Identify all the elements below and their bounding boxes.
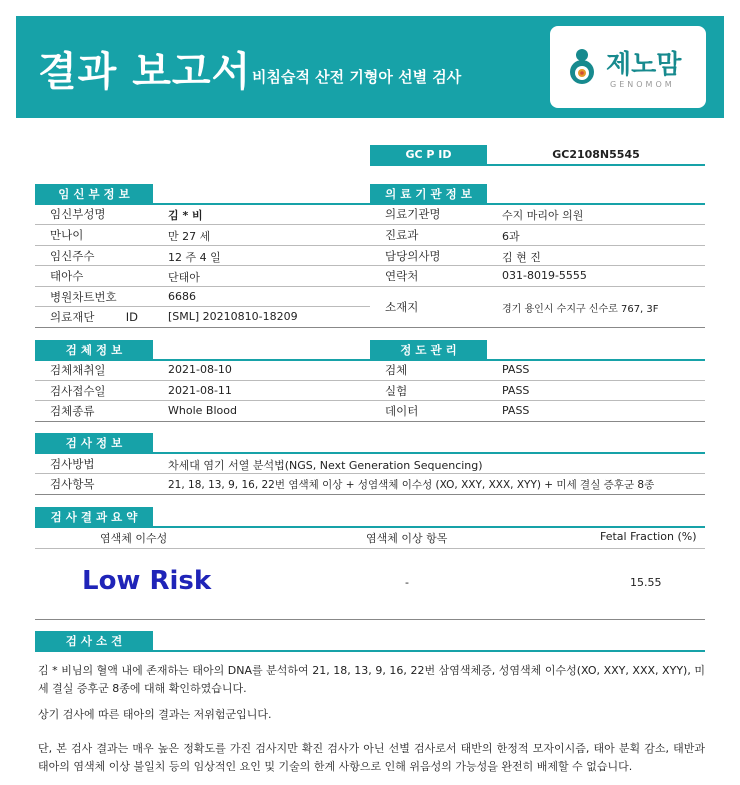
value-department: 6과 xyxy=(502,230,520,243)
label-foundation-id: 의료재단 ID xyxy=(50,310,138,324)
gcp-id-label: GC P ID xyxy=(370,145,487,164)
value-fetal-fraction: 15.55 xyxy=(630,576,662,589)
label-collection-date: 검체채취일 xyxy=(50,363,106,377)
logo-english: GENOMOM xyxy=(610,80,675,89)
row-divider xyxy=(35,619,705,620)
value-chart-no: 6686 xyxy=(168,290,196,303)
value-fetus-count: 단태아 xyxy=(168,271,200,284)
risk-result: Low Risk xyxy=(82,566,212,596)
section-quality-control: 정 도 관 리 xyxy=(370,340,487,360)
gcp-id-value: GC2108N5545 xyxy=(552,148,640,161)
col-aneuploidy: 염색체 이수성 xyxy=(100,532,168,545)
divider xyxy=(35,526,705,528)
label-institution: 의료기관명 xyxy=(385,207,441,221)
findings-paragraph-3: 단, 본 검사 결과는 매우 높은 정확도를 가진 검사지만 확진 검사가 아닌 선별 검사로서 태반의 한정적 모자이시즘, 태아 분획 감소, 태반과 태아의 염색체 이상 불일치 등의 임상적인 요인 및 기술의 한계 사항으로 인해 위음성의 가능성을 완전히 배제할 수 없습니다. xyxy=(38,742,705,773)
label-qc-data: 데이터 xyxy=(385,404,419,418)
divider xyxy=(35,359,705,361)
label-test-items: 검사항목 xyxy=(50,477,95,491)
value-qc-specimen: PASS xyxy=(502,363,530,376)
row-divider xyxy=(35,421,705,422)
divider xyxy=(35,452,705,454)
value-doctor: 김 현 진 xyxy=(502,251,541,264)
divider xyxy=(370,164,705,166)
section-test-info: 검 사 정 보 xyxy=(35,433,153,453)
section-findings: 검 사 소 견 xyxy=(35,631,153,651)
label-age: 만나이 xyxy=(50,228,84,242)
row-divider xyxy=(35,494,705,495)
label-name: 임신부성명 xyxy=(50,207,106,221)
row-divider xyxy=(35,548,705,549)
value-weeks: 12 주 4 일 xyxy=(168,251,221,264)
label-contact: 연락처 xyxy=(385,269,419,283)
label-fetus-count: 태아수 xyxy=(50,269,84,283)
label-qc-specimen: 검체 xyxy=(385,363,408,377)
value-age: 만 27 세 xyxy=(168,230,211,243)
row-divider xyxy=(35,473,705,474)
section-result-summary: 검 사 결 과 요 약 xyxy=(35,507,153,527)
divider xyxy=(35,650,705,652)
section-pregnant-info: 임 신 부 정 보 xyxy=(35,184,153,204)
label-qc-experiment: 실험 xyxy=(385,384,408,398)
report-subtitle: 비침습적 산전 기형아 선별 검사 xyxy=(252,68,462,86)
section-hospital-info: 의 료 기 관 정 보 xyxy=(370,184,487,204)
value-foundation-id: [SML] 20210810-18209 xyxy=(168,310,298,323)
value-institution: 수지 마리아 의원 xyxy=(502,209,584,222)
genomom-logo xyxy=(550,26,706,108)
value-address: 경기 용인시 수지구 신수로 767, 3F xyxy=(502,304,659,315)
value-qc-experiment: PASS xyxy=(502,384,530,397)
label-address: 소재지 xyxy=(385,300,419,314)
value-contact: 031-8019-5555 xyxy=(502,269,587,282)
value-qc-data: PASS xyxy=(502,404,530,417)
findings-paragraph-1: 김 * 비님의 혈액 내에 존재하는 태아의 DNA를 분석하여 21, 18, 13, 9, 16, 22번 삼염색체증, 성염색체 이수성(XO, XXY, XXX, XYY), 미세 결실 증후군 8종에 대해 확인하였습니다. xyxy=(38,664,705,695)
label-department: 진료과 xyxy=(385,228,419,242)
value-specimen-type: Whole Blood xyxy=(168,404,237,417)
value-name: 김 * 비 xyxy=(168,209,203,222)
col-abnormal-items: 염색체 이상 항목 xyxy=(366,532,448,545)
row-divider xyxy=(35,380,705,381)
label-doctor: 담당의사명 xyxy=(385,249,441,263)
row-divider xyxy=(35,306,370,307)
label-test-method: 검사방법 xyxy=(50,457,95,471)
label-weeks: 임신주수 xyxy=(50,249,95,263)
logo-text: 제노맘 xyxy=(606,50,682,80)
value-collection-date: 2021-08-10 xyxy=(168,363,232,376)
col-fetal-fraction: Fetal Fraction (%) xyxy=(600,530,697,543)
section-specimen-info: 검 체 정 보 xyxy=(35,340,153,360)
value-abnormal-items: - xyxy=(405,576,409,589)
row-divider xyxy=(35,400,705,401)
divider xyxy=(35,203,705,205)
report-title: 결과 보고서 xyxy=(38,49,252,95)
label-specimen-type: 검체종류 xyxy=(50,404,95,418)
label-receipt-date: 검사접수일 xyxy=(50,384,106,398)
row-divider xyxy=(35,286,705,287)
row-divider xyxy=(35,224,705,225)
value-receipt-date: 2021-08-11 xyxy=(168,384,232,397)
row-divider xyxy=(35,245,705,246)
report-header xyxy=(16,16,724,118)
value-test-items: 21, 18, 13, 9, 16, 22번 염색체 이상 + 성염색체 이수성 (XO, XXY, XXX, XYY) + 미세 결실 증후군 8종 xyxy=(168,479,655,491)
row-divider xyxy=(35,265,705,266)
label-chart-no: 병원차트번호 xyxy=(50,290,117,304)
genomom-logo-icon xyxy=(562,46,602,86)
row-divider xyxy=(35,327,705,328)
findings-paragraph-2: 상기 검사에 따른 태아의 결과는 저위험군입니다. xyxy=(38,708,272,721)
value-test-method: 차세대 염기 서열 분석법(NGS, Next Generation Sequencing) xyxy=(168,459,483,472)
